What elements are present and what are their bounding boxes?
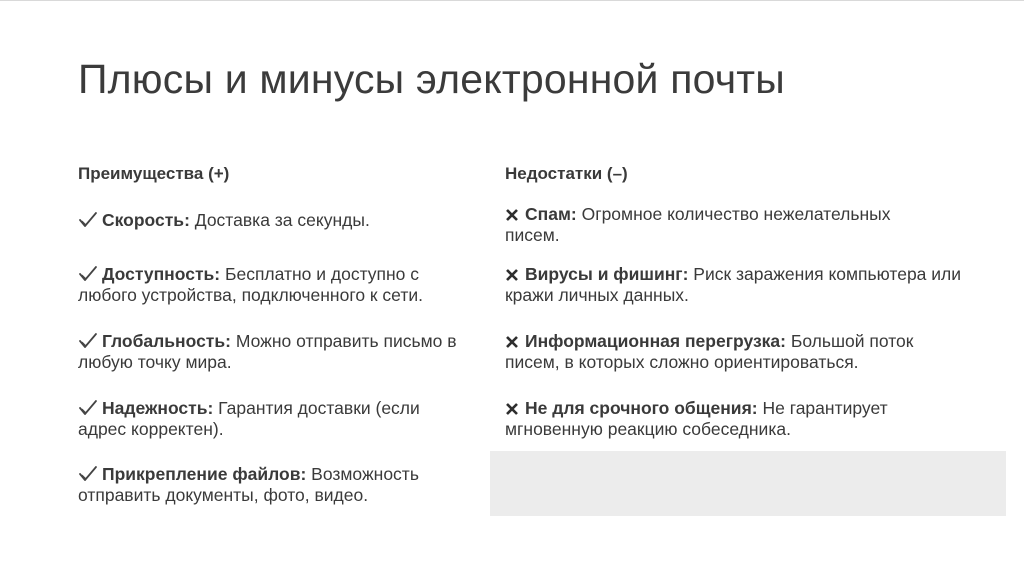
advantage-label: Скорость: xyxy=(102,210,190,230)
advantage-item xyxy=(78,264,463,306)
disadvantages-column xyxy=(505,158,985,439)
disadvantage-item xyxy=(505,264,975,306)
disadvantage-item xyxy=(505,398,945,440)
advantage-text: Возможность отправить документы, фото, видео. xyxy=(78,464,419,505)
advantage-text: Можно отправить письмо в любую точку мира. xyxy=(78,331,457,372)
advantages-column xyxy=(78,158,498,505)
cross-icon xyxy=(505,402,519,416)
disadvantage-label: Не для срочного общения: xyxy=(525,398,758,418)
disadvantage-label: Информационная перегрузка: xyxy=(525,331,786,351)
disadvantage-text: Огромное количество нежелательных писем. xyxy=(505,204,891,245)
disadvantage-text: Риск заражения компьютера или кражи личных данных. xyxy=(505,264,962,305)
cross-icon xyxy=(505,335,519,349)
cross-icon xyxy=(505,208,519,222)
advantage-item xyxy=(78,398,463,440)
disadvantage-text: Не гарантирует мгновенную реакцию собеседника. xyxy=(505,398,888,439)
check-icon xyxy=(78,399,98,417)
advantage-label: Глобальность: xyxy=(102,331,231,351)
disadvantage-item xyxy=(505,331,965,373)
advantage-item xyxy=(78,210,498,231)
advantage-text: Гарантия доставки (если адрес корректен). xyxy=(78,398,420,439)
disadvantages-heading: Недостатки (–) xyxy=(505,164,628,183)
cross-icon xyxy=(505,268,519,282)
advantages-heading: Преимущества (+) xyxy=(78,164,230,183)
slide-top-divider xyxy=(0,0,1024,1)
disadvantage-label: Вирусы и фишинг: xyxy=(525,264,689,284)
advantage-item xyxy=(78,331,483,373)
empty-placeholder-box xyxy=(490,451,1006,516)
disadvantage-label: Спам: xyxy=(525,204,577,224)
check-icon xyxy=(78,332,98,350)
advantage-text: Доставка за секунды. xyxy=(189,210,370,230)
advantage-item xyxy=(78,464,463,506)
advantage-label: Доступность: xyxy=(102,264,221,284)
disadvantage-item xyxy=(505,204,945,246)
check-icon xyxy=(78,265,98,283)
check-icon xyxy=(78,211,98,229)
check-icon xyxy=(78,465,98,483)
advantage-label: Надежность: xyxy=(102,398,214,418)
advantage-text: Бесплатно и доступно с любого устройства, подключенного к сети. xyxy=(78,264,423,305)
advantage-label: Прикрепление файлов: xyxy=(102,464,307,484)
slide-title: Плюсы и минусы электронной почты xyxy=(78,56,785,102)
disadvantage-text: Большой поток писем, в которых сложно ориентироваться. xyxy=(505,331,914,372)
